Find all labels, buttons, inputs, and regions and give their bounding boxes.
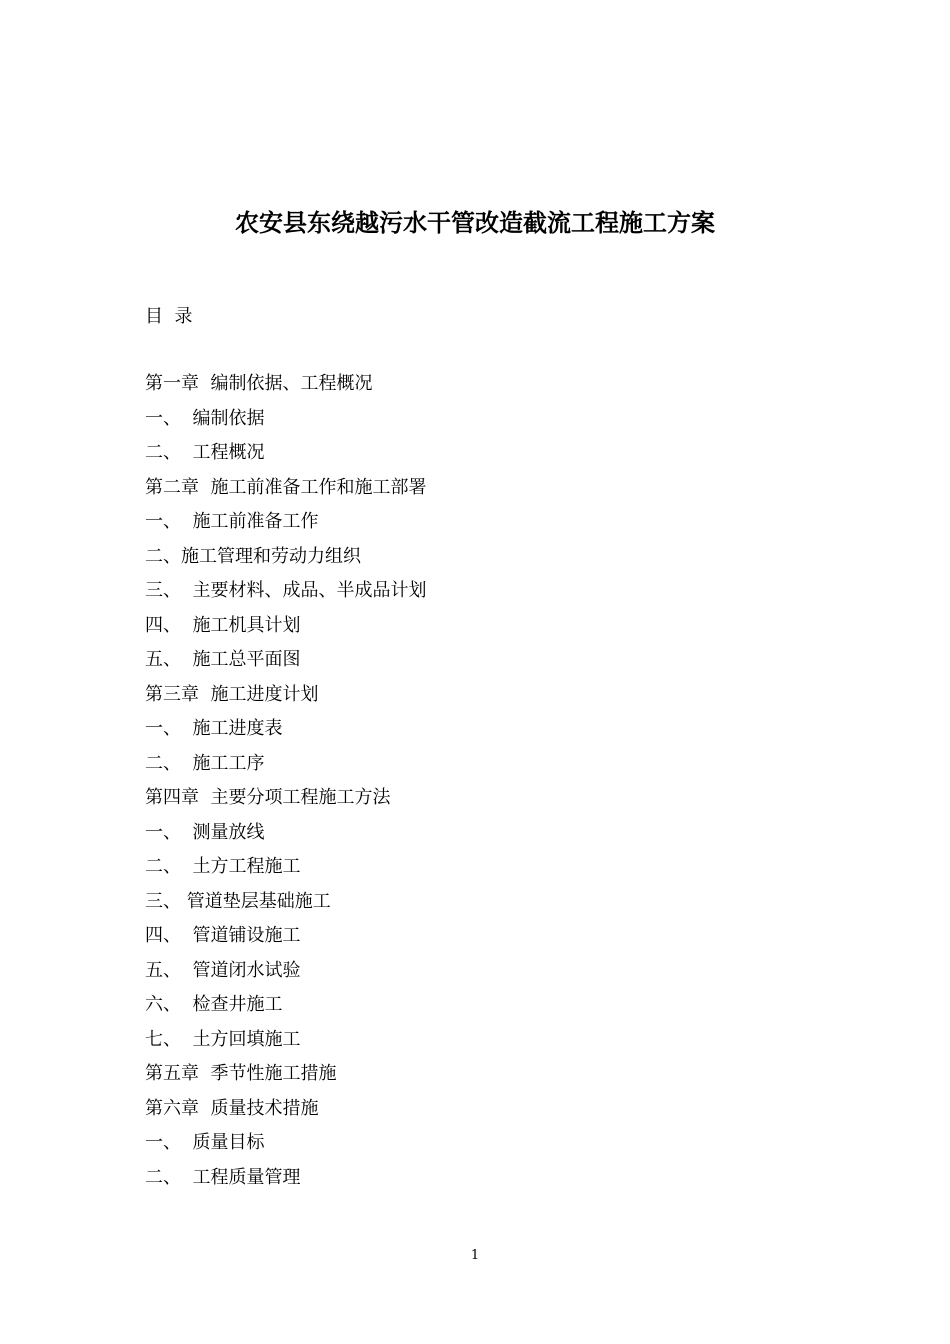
toc-item: 二、 土方工程施工 (145, 856, 301, 877)
toc-item: 第四章 主要分项工程施工方法 (145, 787, 391, 808)
toc-item: 二、 施工工序 (145, 752, 265, 774)
toc-item: 一、 施工进度表 (145, 718, 283, 739)
toc-item: 七、 土方回填施工 (145, 1028, 301, 1050)
toc-item: 二、 工程质量管理 (145, 1166, 301, 1188)
toc-item: 五、 管道闭水试验 (145, 959, 301, 981)
toc-item: 三、 管道垫层基础施工 (145, 890, 331, 912)
toc-item: 二、施工管理和劳动力组织 (145, 545, 361, 567)
toc-item: 第一章 编制依据、工程概况 (145, 373, 373, 394)
document-title: 农安县东绕越污水干管改造截流工程施工方案 (235, 208, 715, 237)
toc-item: 一、 质量目标 (145, 1132, 265, 1153)
toc-item: 一、 施工前准备工作 (145, 511, 319, 532)
table-of-contents (145, 370, 426, 1198)
toc-item: 第六章 质量技术措施 (145, 1097, 319, 1119)
toc-heading: 目 录 (145, 306, 193, 327)
toc-item: 二、 工程概况 (145, 442, 265, 463)
toc-item: 六、 检查井施工 (145, 994, 283, 1015)
toc-item: 一、 编制依据 (145, 407, 265, 429)
toc-item: 第二章 施工前准备工作和施工部署 (145, 476, 427, 498)
toc-item: 第三章 施工进度计划 (145, 683, 319, 705)
toc-item: 五、 施工总平面图 (145, 649, 301, 670)
toc-item: 四、 施工机具计划 (145, 614, 301, 636)
toc-item: 四、 管道铺设施工 (145, 925, 301, 946)
toc-item: 一、 测量放线 (145, 821, 265, 843)
toc-item: 三、 主要材料、成品、半成品计划 (145, 580, 427, 601)
toc-item: 第五章 季节性施工措施 (145, 1063, 337, 1084)
page-number: 1 (470, 1248, 480, 1263)
